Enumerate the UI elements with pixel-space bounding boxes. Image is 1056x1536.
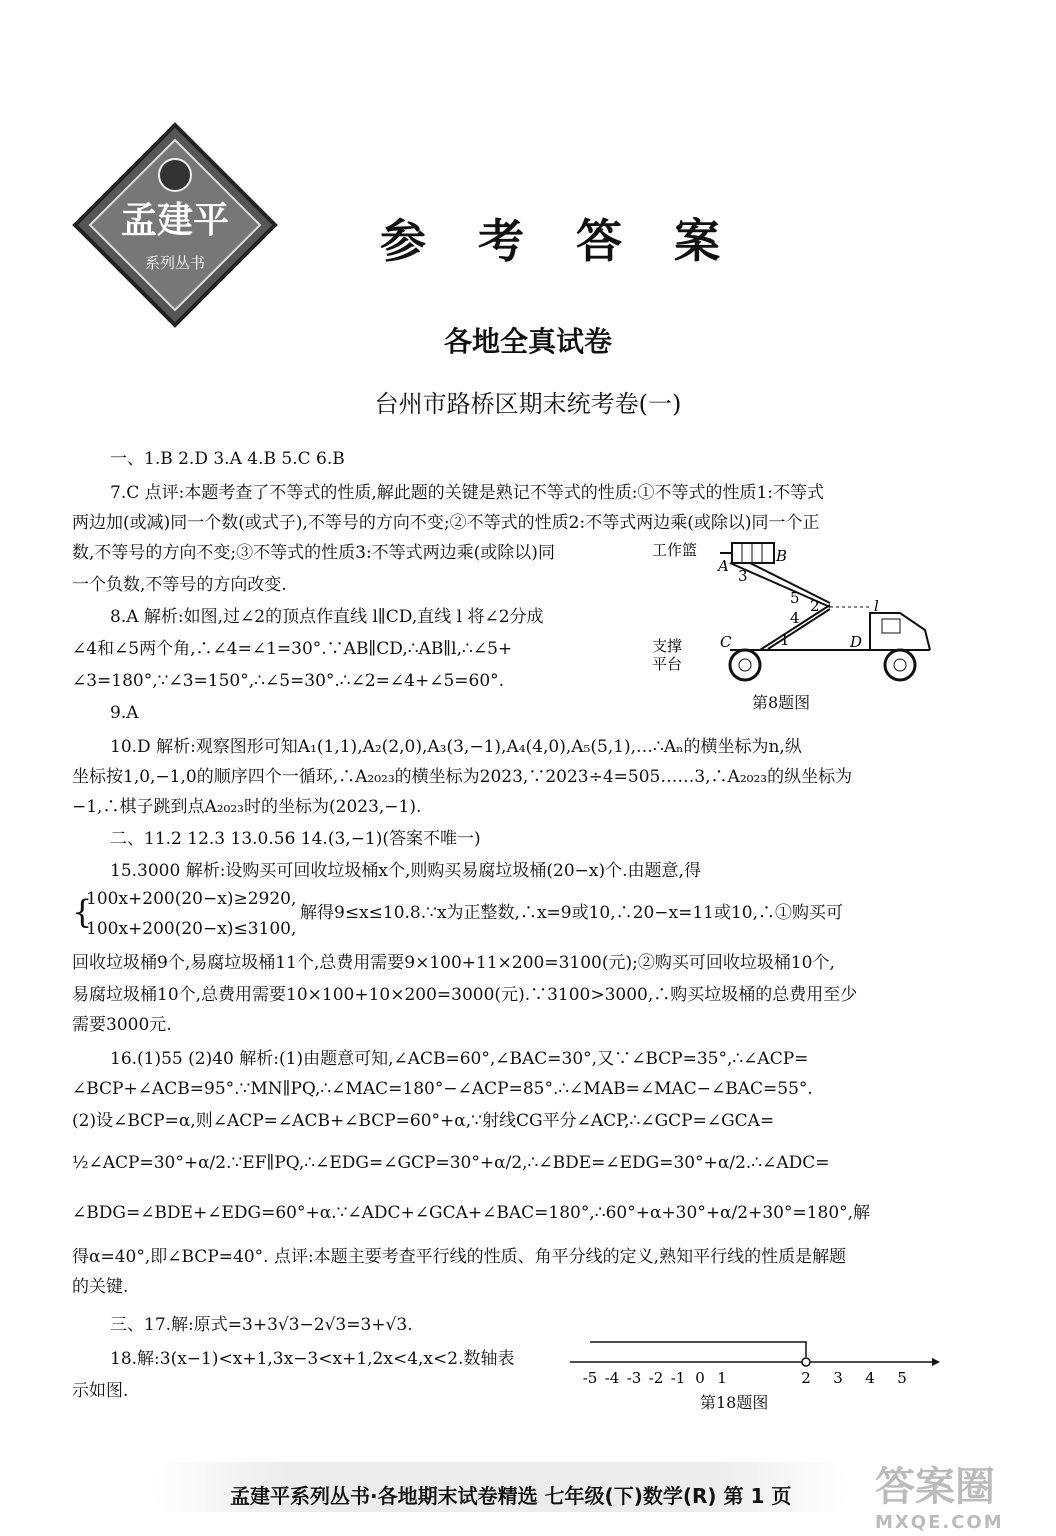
- answer-line: 示如图.: [72, 1381, 129, 1401]
- watermark-title: 答案圈: [875, 1464, 995, 1510]
- fig8-platform-label-1: 支撑: [652, 637, 683, 655]
- svg-text:-4: -4: [604, 1369, 620, 1386]
- section-title: 各地全真试卷: [443, 325, 612, 358]
- svg-text:1: 1: [717, 1369, 727, 1386]
- fig8-label-l: l: [874, 597, 879, 615]
- fig8-label-c: C: [720, 633, 732, 651]
- fig8-angle-2: 2: [810, 597, 820, 615]
- answer-line: 10.D 解析:观察图形可知A₁(1,1),A₂(2,0),A₃(3,−1),A₄(4,0),A₅(5,1),…∴Aₙ的横坐标为n,纵: [110, 737, 802, 757]
- answer-line: (2)设∠BCP=α,则∠ACP=∠ACB+∠BCP=60°+α,∵射线CG平分∠ACP,∴∠GCP=∠GCA=: [72, 1111, 775, 1131]
- logo-series: 系列丛书: [144, 254, 206, 272]
- answer-line: ∠4和∠5两个角,∴∠4=∠1=30°.∵AB∥CD,∴AB∥l,∴∠5+: [72, 639, 513, 659]
- answer-line: 数,不等号的方向不变;③不等式的性质3:不等式两边乘(或除以)同: [72, 543, 555, 563]
- answer-line: 18.解:3(x−1)<x+1,3x−3<x+1,2x<4,x<2.数轴表: [110, 1349, 515, 1369]
- fig8-caption: 第8题图: [752, 693, 811, 712]
- fig8-label-b: B: [776, 547, 788, 565]
- answer-line: 15.3000 解析:设购买可回收垃圾桶x个,则购买易腐垃圾桶(20−x)个.由题意,得: [110, 861, 701, 881]
- svg-text:4: 4: [865, 1369, 875, 1386]
- answer-line: 回收垃圾桶9个,易腐垃圾桶11个,总费用需要9×100+11×200=3100(元);②购买可回收垃圾桶10个,: [72, 953, 835, 973]
- answer-line: 一、1.B 2.D 3.A 4.B 5.C 6.B: [110, 449, 345, 469]
- fig8-basket-label: 工作篮: [652, 541, 698, 559]
- svg-text:-2: -2: [648, 1369, 664, 1386]
- fig8-angle-1: 1: [780, 631, 790, 649]
- answer-line: ∠BDG=∠BDE+∠EDG=60°+α.∵∠ADC+∠GCA+∠BAC=180°,∴60°+α+30°+α/2+30°=180°,解: [72, 1203, 871, 1223]
- fig18-caption: 第18题图: [700, 1393, 769, 1412]
- answer-line: 二、11.2 12.3 13.0.56 14.(3,−1)(答案不唯一): [110, 829, 481, 849]
- answer-line: ∠BCP+∠ACB=95°.∵MN∥PQ,∴∠MAC=180°−∠ACP=85°.∴∠MAB=∠MAC−∠BAC=55°.: [72, 1079, 813, 1099]
- fig8-platform-label-2: 平台: [652, 655, 683, 673]
- fig18-tick-labels: [583, 1369, 907, 1386]
- answer-line: 7.C 点评:本题考查了不等式的性质,解此题的关键是熟记不等式的性质:①不等式的性质1:不等式: [110, 483, 825, 503]
- publisher-logo: [70, 120, 280, 330]
- svg-text:-1: -1: [670, 1369, 686, 1386]
- svg-text:-3: -3: [626, 1369, 642, 1386]
- watermark: [875, 1455, 1045, 1533]
- answer-line: 易腐垃圾桶10个,总费用需要10×100+10×200=3000(元).∵3100>3000,∴购买垃圾桶的总费用至少: [72, 985, 858, 1005]
- exam-title: 台州市路桥区期末统考卷(一): [374, 390, 682, 418]
- answer-line: 得α=40°,即∠BCP=40°. 点评:本题主要考查平行线的性质、角平分线的定义,熟知平行线的性质是解题: [72, 1247, 847, 1267]
- svg-text:3: 3: [833, 1369, 843, 1386]
- fig8-angle-3: 3: [738, 567, 748, 585]
- answer-line: 两边加(或减)同一个数(或式子),不等号的方向不变;②不等式的性质2:不等式两边乘(或除以)同一个正: [72, 513, 820, 533]
- fig8-label-d: D: [850, 633, 863, 651]
- watermark-url: MXQE.COM: [875, 1512, 1004, 1533]
- answer-line: 需要3000元.: [72, 1015, 172, 1035]
- inequality-1: 100x+200(20−x)≥2920,: [86, 889, 297, 909]
- answer-line: 解得9≤x≤10.8.∵x为正整数,∴x=9或10,∴20−x=11或10,∴①购买可: [300, 903, 844, 923]
- answer-line: 16.(1)55 (2)40 解析:(1)由题意可知,∠ACB=60°,∠BAC=30°,又∵∠BCP=35°,∴∠ACP=: [110, 1049, 809, 1069]
- footer-text: 孟建平系列丛书·各地期末试卷精选 七年级(下)数学(R) 第 1 页: [230, 1484, 792, 1508]
- page-title: 参 考 答 案: [380, 214, 739, 268]
- answer-line: 9.A: [110, 703, 139, 723]
- fig8-label-a: A: [718, 557, 729, 575]
- figure-18: [570, 1336, 940, 1386]
- logo-name: 孟建平: [120, 200, 230, 241]
- svg-text:0: 0: [695, 1369, 705, 1386]
- answer-line: ½∠ACP=30°+α/2.∵EF∥PQ,∴∠EDG=∠GCP=30°+α/2,∴∠BDE=∠EDG=30°+α/2.∴∠ADC=: [72, 1153, 830, 1173]
- inequality-2: 100x+200(20−x)≤3100,: [86, 919, 297, 939]
- answer-line: −1,∴棋子跳到点A₂₀₂₃时的坐标为(2023,−1).: [72, 797, 422, 817]
- answer-line: ∠3=180°,∵∠3=150°,∴∠5=30°.∴∠2=∠4+∠5=60°.: [72, 671, 505, 691]
- figure-8: [650, 535, 950, 715]
- brace: {: [72, 893, 93, 931]
- answer-line: 一个负数,不等号的方向改变.: [72, 575, 287, 595]
- svg-text:5: 5: [897, 1369, 907, 1386]
- answer-line: 8.A 解析:如图,过∠2的顶点作直线 l∥CD,直线 l 将∠2分成: [110, 607, 544, 627]
- svg-text:2: 2: [801, 1369, 811, 1386]
- answer-line: 坐标按1,0,−1,0的顺序四个一循环,∴A₂₀₂₃的横坐标为2023,∵2023÷4=505……3,∴A₂₀₂₃的纵坐标为: [72, 767, 853, 787]
- fig8-angle-4: 4: [790, 609, 800, 627]
- answer-line: 的关键.: [72, 1277, 129, 1297]
- svg-text:-5: -5: [582, 1369, 598, 1386]
- fig8-angle-5: 5: [790, 589, 800, 607]
- answer-line: 三、17.解:原式=3+3√3−2√3=3+√3.: [110, 1315, 413, 1335]
